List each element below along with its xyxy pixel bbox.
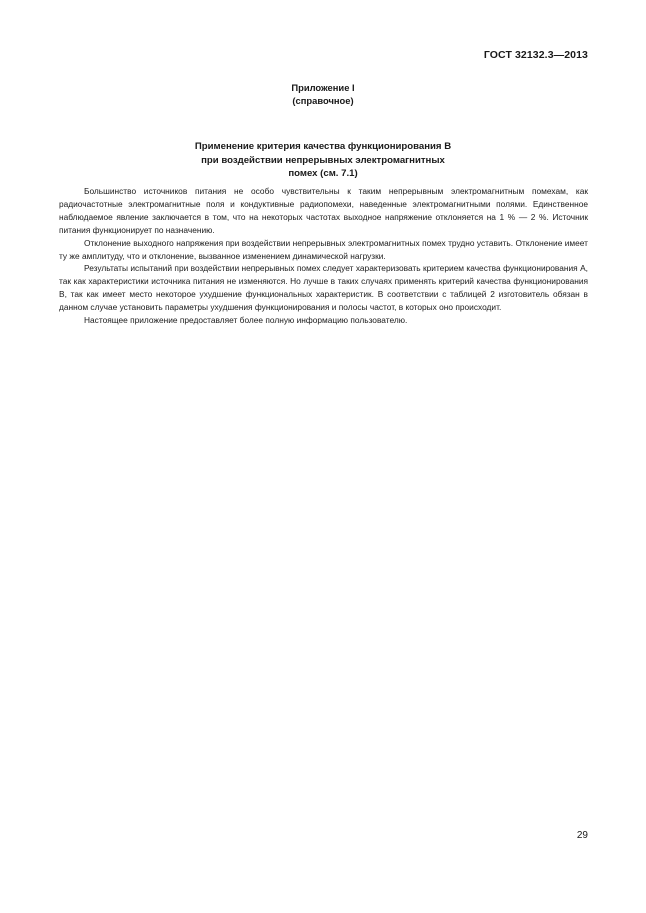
body-text: [59, 185, 588, 327]
annex-title-line-3: помех (см. 7.1): [288, 168, 358, 179]
annex-title-line-1: Применение критерия качества функционирования В: [194, 141, 452, 152]
document-code: ГОСТ 32132.3—2013: [483, 49, 588, 61]
annex-note: (справочное): [292, 95, 354, 106]
page-number: 29: [576, 830, 588, 841]
annex-title: [0, 140, 646, 181]
paragraph: Отклонение выходного напряжения при воздействии непрерывных электромагнитных помех трудно уставить. Отклонение имеет ту же амплитуду, что и отклонение, вызванное изменением динамической нагрузки.: [59, 237, 588, 261]
paragraph: Настоящее приложение предоставляет более полную информацию пользователю.: [84, 315, 408, 326]
paragraph: Результаты испытаний при воздействии непрерывных помех следует характеризовать критерием качества функционирования А, так как характеристики источника питания не изменяются. Но лучше в таких случаях применять критерий качества функционирования В, так как имеет место некоторое ухудшение функциональных характеристик. В соответствии с таблицей 2 изготовитель обязан в данном случае установить параметры ухудшения функционирования и полосы частот, в которых оно происходит.: [59, 263, 588, 313]
paragraph: Большинство источников питания не особо чувствительны к таким непрерывным электромагнитным помехам, как радиочастотные электромагнитные поля и кондуктивные радиопомехи, наведенные электромагнитными полями. Единственное наблюдаемое явление заключается в том, что на некоторых частотах выходное напряжение отклоняется на 1 % — 2 %. Источник питания функционирует по назначению.: [59, 186, 588, 235]
annex-heading: [0, 81, 646, 107]
annex-label: Приложение I: [291, 82, 355, 93]
annex-title-line-2: при воздействии непрерывных электромагнитных: [201, 154, 445, 166]
